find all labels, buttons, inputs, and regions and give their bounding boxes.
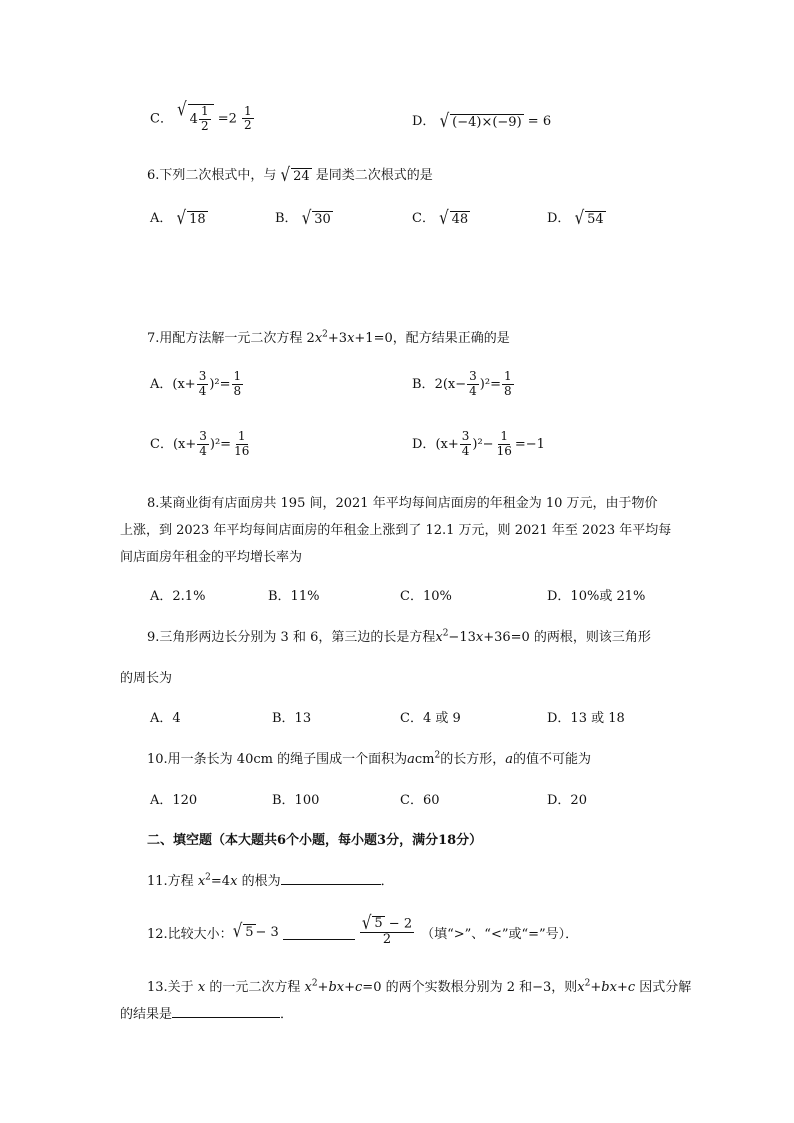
q8-option-c: C．10%	[400, 589, 452, 604]
sqrt-sign: √ 4 $\frac{1}{2}$	[177, 104, 213, 134]
q6-option-d: D． √ 54	[547, 206, 604, 229]
q7-option-d: D．(x+ $\frac{3}{4}$ )²− $\frac{1}{16}$ =−1	[412, 429, 545, 458]
section-title: 二、填空题（本大题共6个小题，每小题3分，满分18分）	[147, 833, 483, 848]
q13-line2: 的结果是 ．	[120, 1007, 294, 1022]
q5-option-c: C． √ 4 $\frac{1}{2}$ =2 $\frac{1}{2}$	[150, 97, 252, 133]
q7-option-c: C．(x+ $\frac{3}{4}$ )²= $\frac{1}{16}$	[150, 429, 250, 458]
q9-line2: 的周长为	[120, 671, 173, 686]
fraction: $\frac{1}{2}$	[244, 103, 252, 133]
q7-option-b: B．2(x− $\frac{3}{4}$ )²= $\frac{1}{8}$	[412, 369, 512, 398]
q10-stem: 10.用一条长为 40cm 的绳子围成一个面积为acm$^2$的长方形，a的值不可能为	[147, 750, 591, 767]
q6-stem: 6.下列二次根式中，与 √ 24 是同类二次根式的是	[147, 163, 433, 186]
q6-option-b: B． √ 30	[275, 206, 331, 229]
q5-c-label: C．	[150, 111, 173, 127]
answer-blank[interactable]	[281, 872, 381, 885]
q6-option-a: A． √ 18	[150, 206, 206, 229]
q7-option-a: A．(x+ $\frac{3}{4}$ )²= $\frac{1}{8}$	[150, 369, 242, 398]
q6-option-c: C． √ 48	[412, 206, 469, 229]
q11: 11.方程 $x^2=4x$ 的根为 ．	[147, 872, 394, 889]
sqrt-sign: √ (−4)×(−9)	[439, 109, 522, 132]
answer-blank[interactable]	[172, 1005, 280, 1018]
q5-option-d: D． √ (−4)×(−9) = 6	[412, 109, 552, 132]
q8-line1: 8.某商业街有店面房共 195 间，2021 年平均每间店面房的年租金为 10 万元，由于物价	[147, 496, 658, 511]
q9-option-a: A．4	[150, 711, 181, 726]
q10-option-d: D．20	[547, 793, 587, 808]
q9-option-b: B．13	[272, 711, 312, 726]
q10-option-a: A．120	[150, 793, 198, 808]
q9-option-c: C．4 或 9	[400, 711, 461, 726]
q8-line3: 间店面房年租金的平均增长率为	[120, 550, 303, 565]
q9-option-d: D．13 或 18	[547, 711, 625, 726]
answer-blank[interactable]	[283, 925, 355, 940]
q8-option-b: B．11%	[268, 589, 320, 604]
q13-line1: 13.关于 x 的一元二次方程 $x^2+bx+c=0$ 的两个实数根分别为 2 和−3，则$x^2+bx+c$ 因式分解	[147, 978, 692, 995]
q8-option-d: D．10%或 21%	[547, 589, 646, 604]
q10-option-c: C．60	[400, 793, 440, 808]
q9-line1: 9.三角形两边长分别为 3 和 6，第三边的长是方程$x^2-13x+36=0$ 的两根，则该三角形	[147, 628, 651, 645]
q8-option-a: A．2.1%	[150, 589, 206, 604]
q10-option-b: B．100	[272, 793, 320, 808]
q7-stem: 7.用配方法解一元二次方程 $2x^2+3x+1=0$，配方结果正确的是	[147, 329, 510, 346]
q5-d-label: D．	[412, 114, 436, 129]
q8-line2: 上涨，到 2023 年平均每间店面房的年租金上涨到了 12.1 万元，则 2021 年至 2023 年平均每	[120, 523, 672, 538]
q12: 12.比较大小： √ 5 − 3 √ 5 − 2 2 （填“>”、“<”或“=”号）．	[147, 911, 579, 948]
